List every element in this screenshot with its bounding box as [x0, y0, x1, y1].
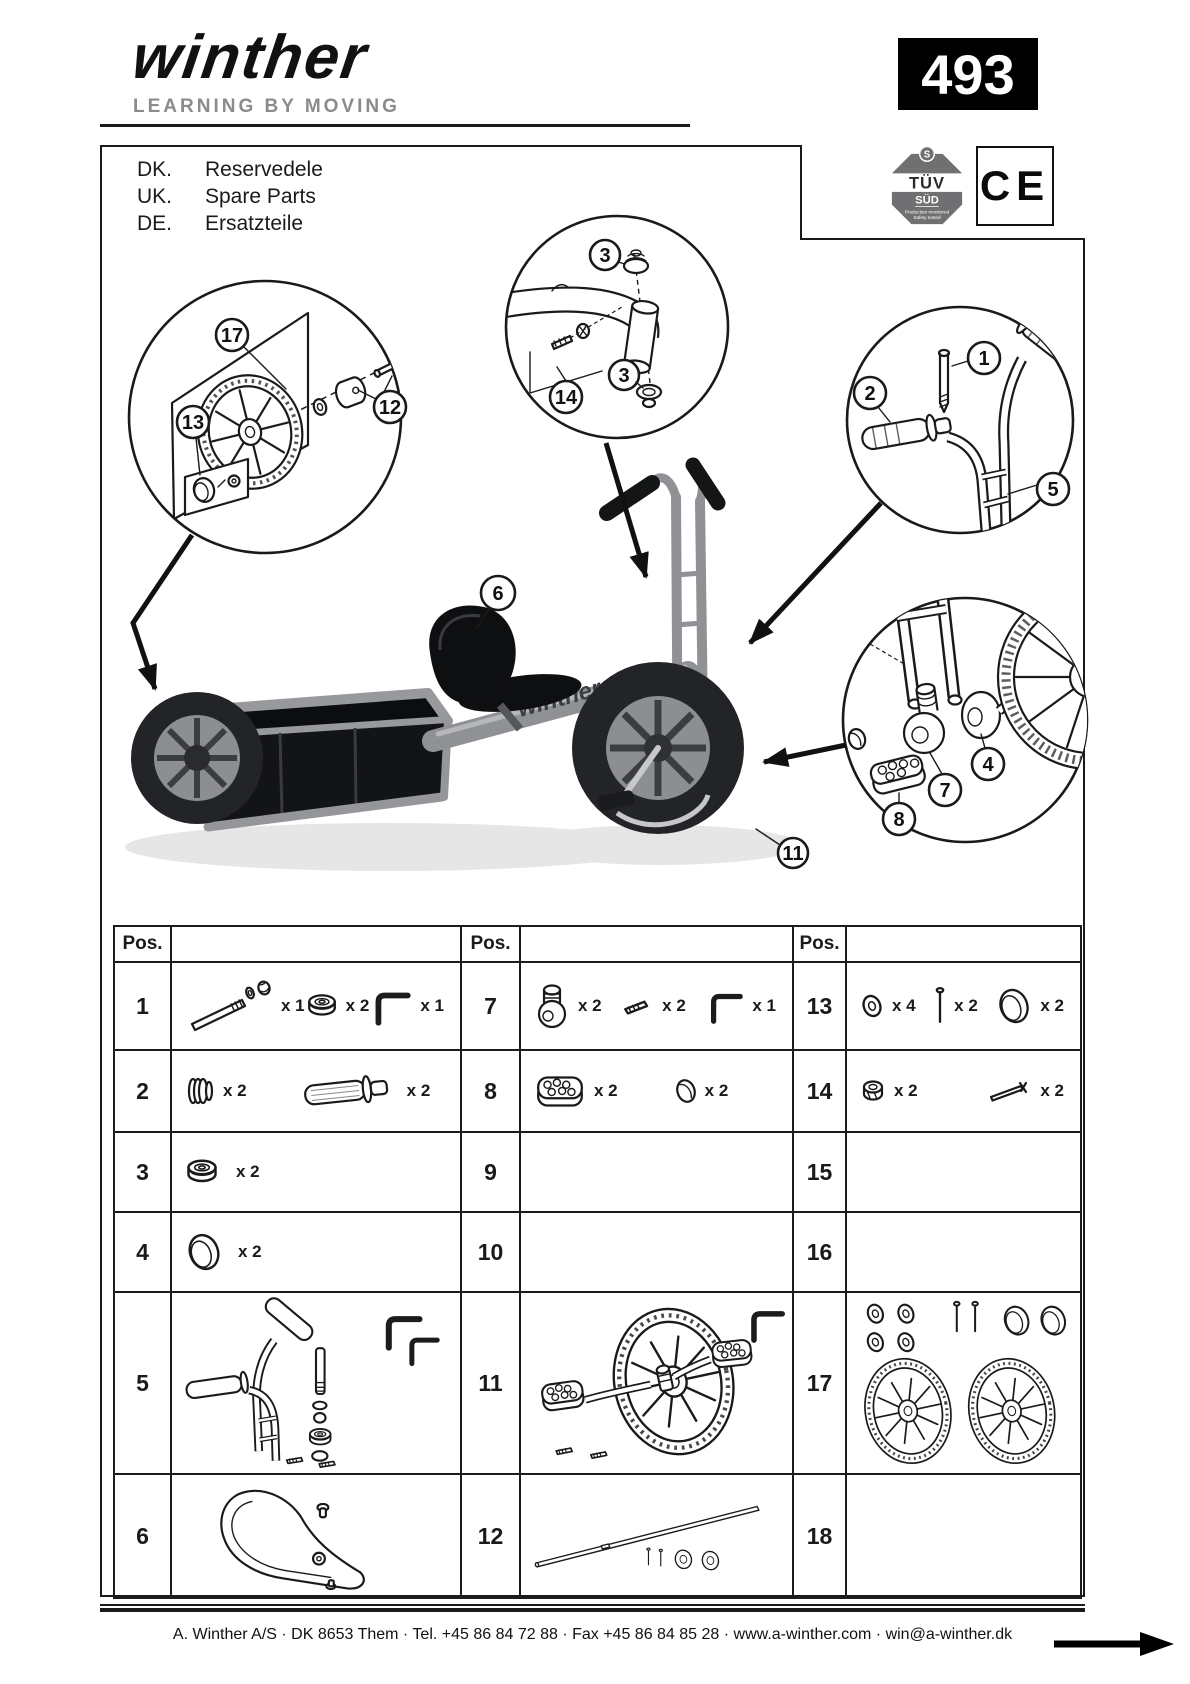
- parts-table: [113, 925, 1082, 1599]
- pos-cell: 2: [114, 1050, 171, 1132]
- callout-6: 6: [492, 583, 504, 605]
- pedal-cap-icon: [674, 1077, 698, 1105]
- pos-header: Pos.: [793, 926, 846, 962]
- bearing-icon: [305, 992, 339, 1020]
- lang-code: UK.: [137, 185, 173, 208]
- qty-label: x 1: [281, 996, 305, 1015]
- qty-label: x 2: [223, 1081, 247, 1100]
- table-row: [114, 1050, 1081, 1132]
- callout-11: 11: [782, 843, 804, 865]
- tuv-s-icon: S: [923, 149, 931, 161]
- parts-header: [846, 926, 1081, 962]
- footer-rule-thick: [100, 1608, 1085, 1612]
- parts-cell-17: [846, 1292, 1081, 1474]
- pin-icon: [933, 986, 947, 1026]
- pos-cell: 8: [461, 1050, 520, 1132]
- lang-label: Ersatzteile: [205, 212, 304, 235]
- footer-contact: [100, 1626, 1085, 1644]
- pos-cell: 14: [793, 1050, 846, 1132]
- table-row: [114, 1212, 1081, 1292]
- parts-cell-6: [171, 1474, 461, 1598]
- dust-cover: [962, 692, 1000, 738]
- ce-text: CE: [979, 162, 1051, 209]
- pos-cell: 6: [114, 1474, 171, 1598]
- qty-label: x 1: [752, 996, 776, 1015]
- axle-rod-icon: [525, 1477, 789, 1595]
- qty-label: x 2: [406, 1081, 431, 1100]
- pos-cell: 7: [461, 962, 520, 1050]
- exploded-diagram: [100, 145, 1085, 935]
- tuv-sub2: Safety tested: [913, 215, 941, 221]
- callout-8: 8: [893, 809, 905, 831]
- parts-cell-13: [846, 962, 1081, 1050]
- hubcap-icon: [184, 1232, 224, 1272]
- hubcap-icon: [995, 987, 1033, 1025]
- wheel-kit-icon: [851, 1296, 1076, 1471]
- parts-cell-1: [171, 962, 461, 1050]
- bearing-icon: [184, 1157, 220, 1187]
- long-bolt-icon: [985, 1079, 1033, 1103]
- qty-label: x 2: [578, 996, 602, 1015]
- pos-cell: 9: [461, 1132, 520, 1212]
- lang-label: Spare Parts: [205, 185, 316, 208]
- lang-code: DK.: [137, 158, 173, 181]
- tuv-sub1: Production monitored: [904, 209, 950, 215]
- detail-circle-handlebar: [847, 307, 1079, 533]
- table-row: [114, 1292, 1081, 1474]
- seat-icon: [173, 1477, 459, 1595]
- parts-cell-14: [846, 1050, 1081, 1132]
- callout-14: 14: [554, 387, 578, 409]
- plug-icon: [184, 1074, 216, 1108]
- qty-label: x 2: [1040, 1081, 1064, 1100]
- parts-cell-3: [171, 1132, 461, 1212]
- callout-4: 4: [982, 754, 994, 776]
- callout-3a: 3: [599, 245, 611, 267]
- parts-cell-8: [520, 1050, 793, 1132]
- lang-code: DE.: [137, 212, 173, 235]
- parts-cell-15: [846, 1132, 1081, 1212]
- qty-label: x 2: [704, 1081, 729, 1100]
- pos-cell: 5: [114, 1292, 171, 1474]
- handlebar-assembly-icon: [173, 1296, 459, 1471]
- callout-7: 7: [939, 780, 951, 802]
- qty-label: x 2: [1040, 996, 1064, 1015]
- parts-cell-11: [520, 1292, 793, 1474]
- qty-label: x 2: [894, 1081, 918, 1100]
- pos-cell: 18: [793, 1474, 846, 1598]
- nut-icon: [859, 1078, 887, 1104]
- crank-bolt-icon: [533, 982, 571, 1030]
- tuv-text: TÜV: [908, 173, 946, 193]
- pedal-icon: [533, 1071, 587, 1111]
- pos-cell: 4: [114, 1212, 171, 1292]
- callout-12: 12: [378, 397, 402, 419]
- table-row: [114, 1474, 1081, 1598]
- callout-1: 1: [978, 348, 990, 370]
- pos-cell: 15: [793, 1132, 846, 1212]
- parts-cell-10: [520, 1212, 793, 1292]
- callout-17: 17: [220, 325, 244, 347]
- footer-rule-thin: [100, 1604, 1085, 1606]
- parts-cell-7: [520, 962, 793, 1050]
- allen-key-icon: [369, 985, 413, 1027]
- table-header-row: [114, 926, 1081, 962]
- page-turn-arrow-icon: [1048, 1628, 1182, 1660]
- wagon-wheel: [131, 692, 263, 824]
- callout-5: 5: [1047, 479, 1059, 501]
- pos-cell: 16: [793, 1212, 846, 1292]
- parts-header: [520, 926, 793, 962]
- callout-13: 13: [181, 412, 205, 434]
- qty-label: x 2: [662, 996, 686, 1015]
- lang-label: Reservedele: [205, 158, 323, 181]
- allen-key-icon: [705, 987, 745, 1025]
- qty-label: x 1: [420, 996, 444, 1015]
- axle-bolt-icon: [184, 980, 274, 1032]
- pos-cell: 1: [114, 962, 171, 1050]
- grub-screw-icon: [621, 997, 655, 1015]
- parts-cell-18: [846, 1474, 1081, 1598]
- winther-logo: winther: [128, 23, 373, 92]
- tuv-sued-text: SÜD: [915, 194, 939, 207]
- detail-circle-headtube: [506, 216, 728, 438]
- callout-2: 2: [864, 383, 876, 405]
- drive-wheel: [572, 662, 744, 834]
- qty-label: x 2: [345, 996, 370, 1015]
- wheel-pedal-assembly-icon: [522, 1296, 791, 1471]
- pos-cell: 3: [114, 1132, 171, 1212]
- callout-3b: 3: [618, 365, 630, 387]
- qty-label: x 4: [892, 996, 916, 1015]
- parts-cell-9: [520, 1132, 793, 1212]
- qty-label: x 2: [238, 1242, 262, 1261]
- pos-header: Pos.: [114, 926, 171, 962]
- front-wheel-lineart: [998, 585, 1182, 769]
- table-row: [114, 962, 1081, 1050]
- parts-cell-16: [846, 1212, 1081, 1292]
- qty-label: x 2: [236, 1162, 260, 1181]
- detail-circle-wheel: [129, 281, 406, 553]
- left-grip: [607, 483, 652, 513]
- qty-label: x 2: [954, 996, 978, 1015]
- table-row: [114, 1132, 1081, 1212]
- logo-tagline: LEARNING BY MOVING: [133, 96, 400, 117]
- pos-cell: 13: [793, 962, 846, 1050]
- parts-cell-4: [171, 1212, 461, 1292]
- pos-cell: 11: [461, 1292, 520, 1474]
- parts-cell-5: [171, 1292, 461, 1474]
- pos-cell: 10: [461, 1212, 520, 1292]
- contact-line: A. Winther A/S · DK 8653 Them · Tel. +45 86 84 72 88 · Fax +45 86 84 85 28 · www.a-winther.com · win@a-winther.dk: [172, 1626, 1013, 1643]
- detail-circle-crank: [843, 585, 1182, 842]
- logo-rule: [100, 124, 690, 127]
- parts-cell-12: [520, 1474, 793, 1598]
- product-number: 493: [921, 42, 1015, 106]
- pos-cell: 17: [793, 1292, 846, 1474]
- pos-cell: 12: [461, 1474, 520, 1598]
- qty-label: x 2: [594, 1081, 618, 1100]
- parts-cell-2: [171, 1050, 461, 1132]
- parts-header: [171, 926, 461, 962]
- washer-icon: [859, 993, 885, 1019]
- grip-icon: [295, 1070, 395, 1112]
- product-number-box: [898, 38, 1038, 110]
- pos-header: Pos.: [461, 926, 520, 962]
